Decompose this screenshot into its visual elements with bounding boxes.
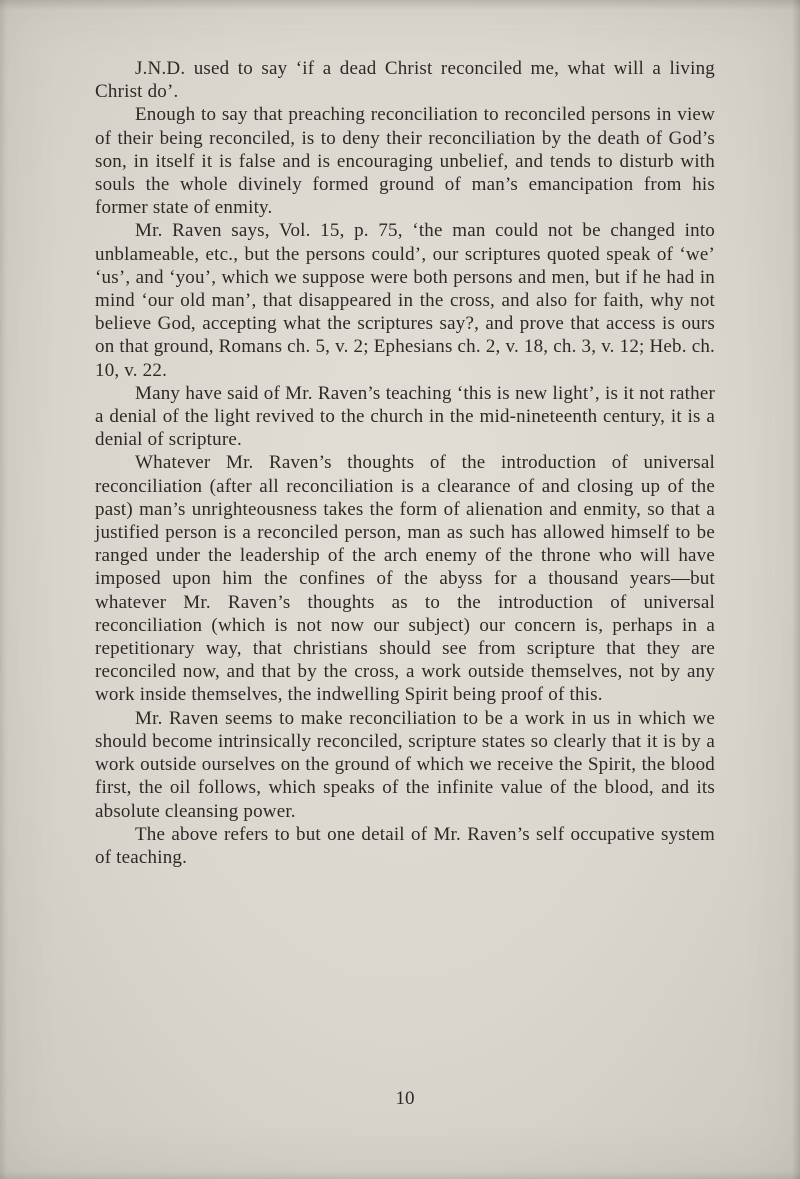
scan-edge-bottom bbox=[0, 1171, 800, 1179]
page-text-block bbox=[95, 57, 715, 869]
paragraph-raven-vol15: Mr. Raven says, Vol. 15, p. 75, ‘the man could not be changed into unblameable, etc., but the persons could’, our scriptures quoted speak of ‘we’ ‘us’, and ‘you’, which we suppose were both persons and men, but if he had in mind ‘our old man’, that disappeared in the cross, and also for faith, why not believe God, accepting what the scriptures say?, and prove that access is ours on that ground, Romans ch. 5, v. 2; Ephesians ch. 2, v. 18, ch. 3, v. 12; Heb. ch. 10, v. 22. bbox=[95, 220, 715, 381]
paragraph-enough-to-say: Enough to say that preaching reconciliation to reconciled persons in view of their being reconciled, is to deny their reconciliation by the death of God’s son, in itself it is false and is encouraging unbelief, and tends to disturb with souls the whole divinely formed ground of man’s emancipation from his former state of enmity. bbox=[95, 104, 715, 219]
paragraph-universal-reconciliation: Whatever Mr. Raven’s thoughts of the introduction of universal reconciliation (after all reconciliation is a clearance of and closing up of the past) man’s unrighteousness takes the form of alienation and enmity, so that a justified person is a reconciled person, man as such has allowed himself to be ranged under the leadership of the arch enemy of the throne who will have imposed upon him the confines of the abyss for a thousand years—but whatever Mr. Raven’s thoughts as to the introduction of universal reconciliation (which is not now our subject) our concern is, perhaps in a repetitionary way, that christians should see from scripture that they are reconciled now, and that by the cross, a work outside themselves, not by any work inside themselves, the indwelling Spirit being proof of this. bbox=[95, 452, 715, 706]
paragraph-jnd-quote: J.N.D. used to say ‘if a dead Christ reconciled me, what will a living Christ do’. bbox=[95, 58, 715, 103]
page-number: 10 bbox=[395, 1088, 415, 1109]
paragraph-closing-remark: The above refers to but one detail of Mr. Raven’s self occupative system of teaching. bbox=[95, 823, 715, 868]
paragraph-raven-intrinsic: Mr. Raven seems to make reconciliation to be a work in us in which we should become intrinsically reconciled, scripture states so clearly that it is by a work outside ourselves on the ground of which we receive the Spirit, the blood first, the oil follows, which speaks of the infinite value of the blood, and its absolute cleansing power. bbox=[95, 707, 715, 822]
paragraph-new-light: Many have said of Mr. Raven’s teaching ‘this is new light’, is it not rather a denial of the light revived to the church in the mid-nineteenth century, it is a denial of scripture. bbox=[95, 382, 715, 451]
scan-edge-left bbox=[0, 0, 7, 1179]
